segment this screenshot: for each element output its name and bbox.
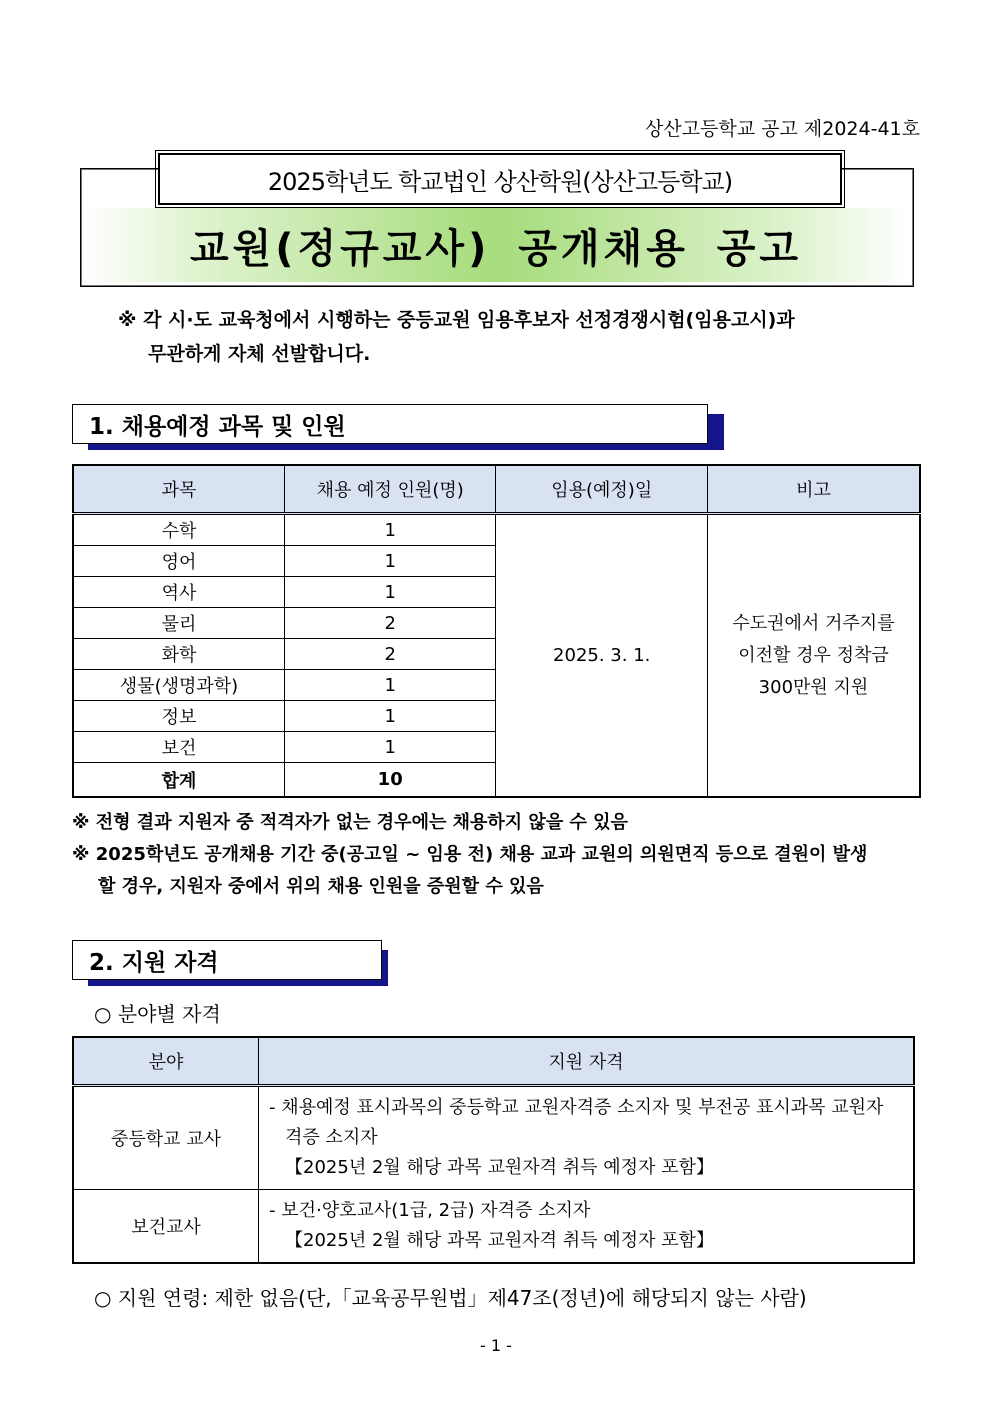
count-cell: 1 <box>284 670 495 701</box>
remark-line: 300만원 지원 <box>758 676 869 698</box>
count-cell: 1 <box>284 732 495 763</box>
total-label: 합계 <box>73 763 284 798</box>
count-cell: 1 <box>284 546 495 577</box>
header-count: 채용 예정 인원(명) <box>284 465 495 514</box>
header-remark: 비고 <box>707 465 920 514</box>
remark-line: 수도권에서 거주지를 <box>732 612 895 634</box>
section1-note1: ※ 전형 결과 지원자 중 적격자가 없는 경우에는 채용하지 않을 수 있음 <box>72 812 628 833</box>
subject-cell: 영어 <box>73 546 284 577</box>
table-row <box>73 1190 914 1264</box>
qualification-line: 격증 소지자 <box>285 1127 378 1148</box>
count-cell: 1 <box>284 701 495 732</box>
qualification-line: - 채용예정 표시과목의 중등학교 교원자격증 소지자 및 부전공 표시과목 교원자 <box>269 1097 884 1118</box>
section2-heading <box>72 940 382 980</box>
qualification-line: 【2025년 2월 해당 과목 교원자격 취득 예정자 포함】 <box>285 1157 714 1178</box>
subject-cell: 생물(생명과학) <box>73 670 284 701</box>
subject-cell: 화학 <box>73 639 284 670</box>
subject-cell: 물리 <box>73 608 284 639</box>
subtitle: 2025학년도 학교법인 상산학원(상산고등학교) <box>158 153 842 205</box>
section2-title: 2. 지원 자격 <box>89 949 219 976</box>
count-cell: 2 <box>284 608 495 639</box>
qualification-cell <box>259 1086 914 1190</box>
count-cell: 1 <box>284 577 495 608</box>
section1-note2-line2: 할 경우, 지원자 중에서 위의 채용 인원을 증원할 수 있음 <box>98 876 544 897</box>
subject-cell: 정보 <box>73 701 284 732</box>
header-qualification: 지원 자격 <box>259 1037 914 1086</box>
qualification-line: 【2025년 2월 해당 과목 교원자격 취득 예정자 포함】 <box>285 1230 714 1251</box>
count-cell: 2 <box>284 639 495 670</box>
qualification-table <box>72 1036 915 1264</box>
header-field: 분야 <box>73 1037 259 1086</box>
recruitment-table <box>72 464 921 798</box>
intro-note-line2: 무관하게 자체 선발합니다. <box>148 343 371 365</box>
table-row <box>73 514 920 546</box>
table-row <box>73 1086 914 1190</box>
header-subject: 과목 <box>73 465 284 514</box>
field-cell: 보건교사 <box>73 1190 259 1264</box>
subject-cell: 역사 <box>73 577 284 608</box>
section1-title: 1. 채용예정 과목 및 인원 <box>89 413 346 440</box>
intro-note-line1: ※ 각 시·도 교육청에서 시행하는 중등교원 임용후보자 선정경쟁시험(임용고시)과 <box>118 309 795 331</box>
field-qualification-heading: ○ 분야별 자격 <box>94 1002 221 1026</box>
section1-heading <box>72 404 708 444</box>
age-requirement: ○ 지원 연령: 제한 없음(단,「교육공무원법」제47조(정년)에 해당되지 않는 사람) <box>94 1286 807 1310</box>
remark-line: 이전할 경우 정착금 <box>738 644 889 666</box>
qualification-line: - 보건·양호교사(1급, 2급) 자격증 소지자 <box>269 1200 591 1221</box>
qualification-cell <box>259 1190 914 1264</box>
field-cell: 중등학교 교사 <box>73 1086 259 1190</box>
count-cell: 1 <box>284 514 495 546</box>
notice-number: 상산고등학교 공고 제2024-41호 <box>644 118 920 140</box>
header-date: 임용(예정)일 <box>496 465 708 514</box>
total-value: 10 <box>284 763 495 798</box>
remark-cell <box>707 514 920 798</box>
appointment-date: 2025. 3. 1. <box>496 514 708 798</box>
page-number: - 1 - <box>480 1336 512 1355</box>
subject-cell: 보건 <box>73 732 284 763</box>
subject-cell: 수학 <box>73 514 284 546</box>
section1-note2-line1: ※ 2025학년도 공개채용 기간 중(공고일 ~ 임용 전) 채용 교과 교원의 의원면직 등으로 결원이 발생 <box>72 844 868 865</box>
page-title: 교원(정규교사) 공개채용 공고 <box>189 225 803 272</box>
